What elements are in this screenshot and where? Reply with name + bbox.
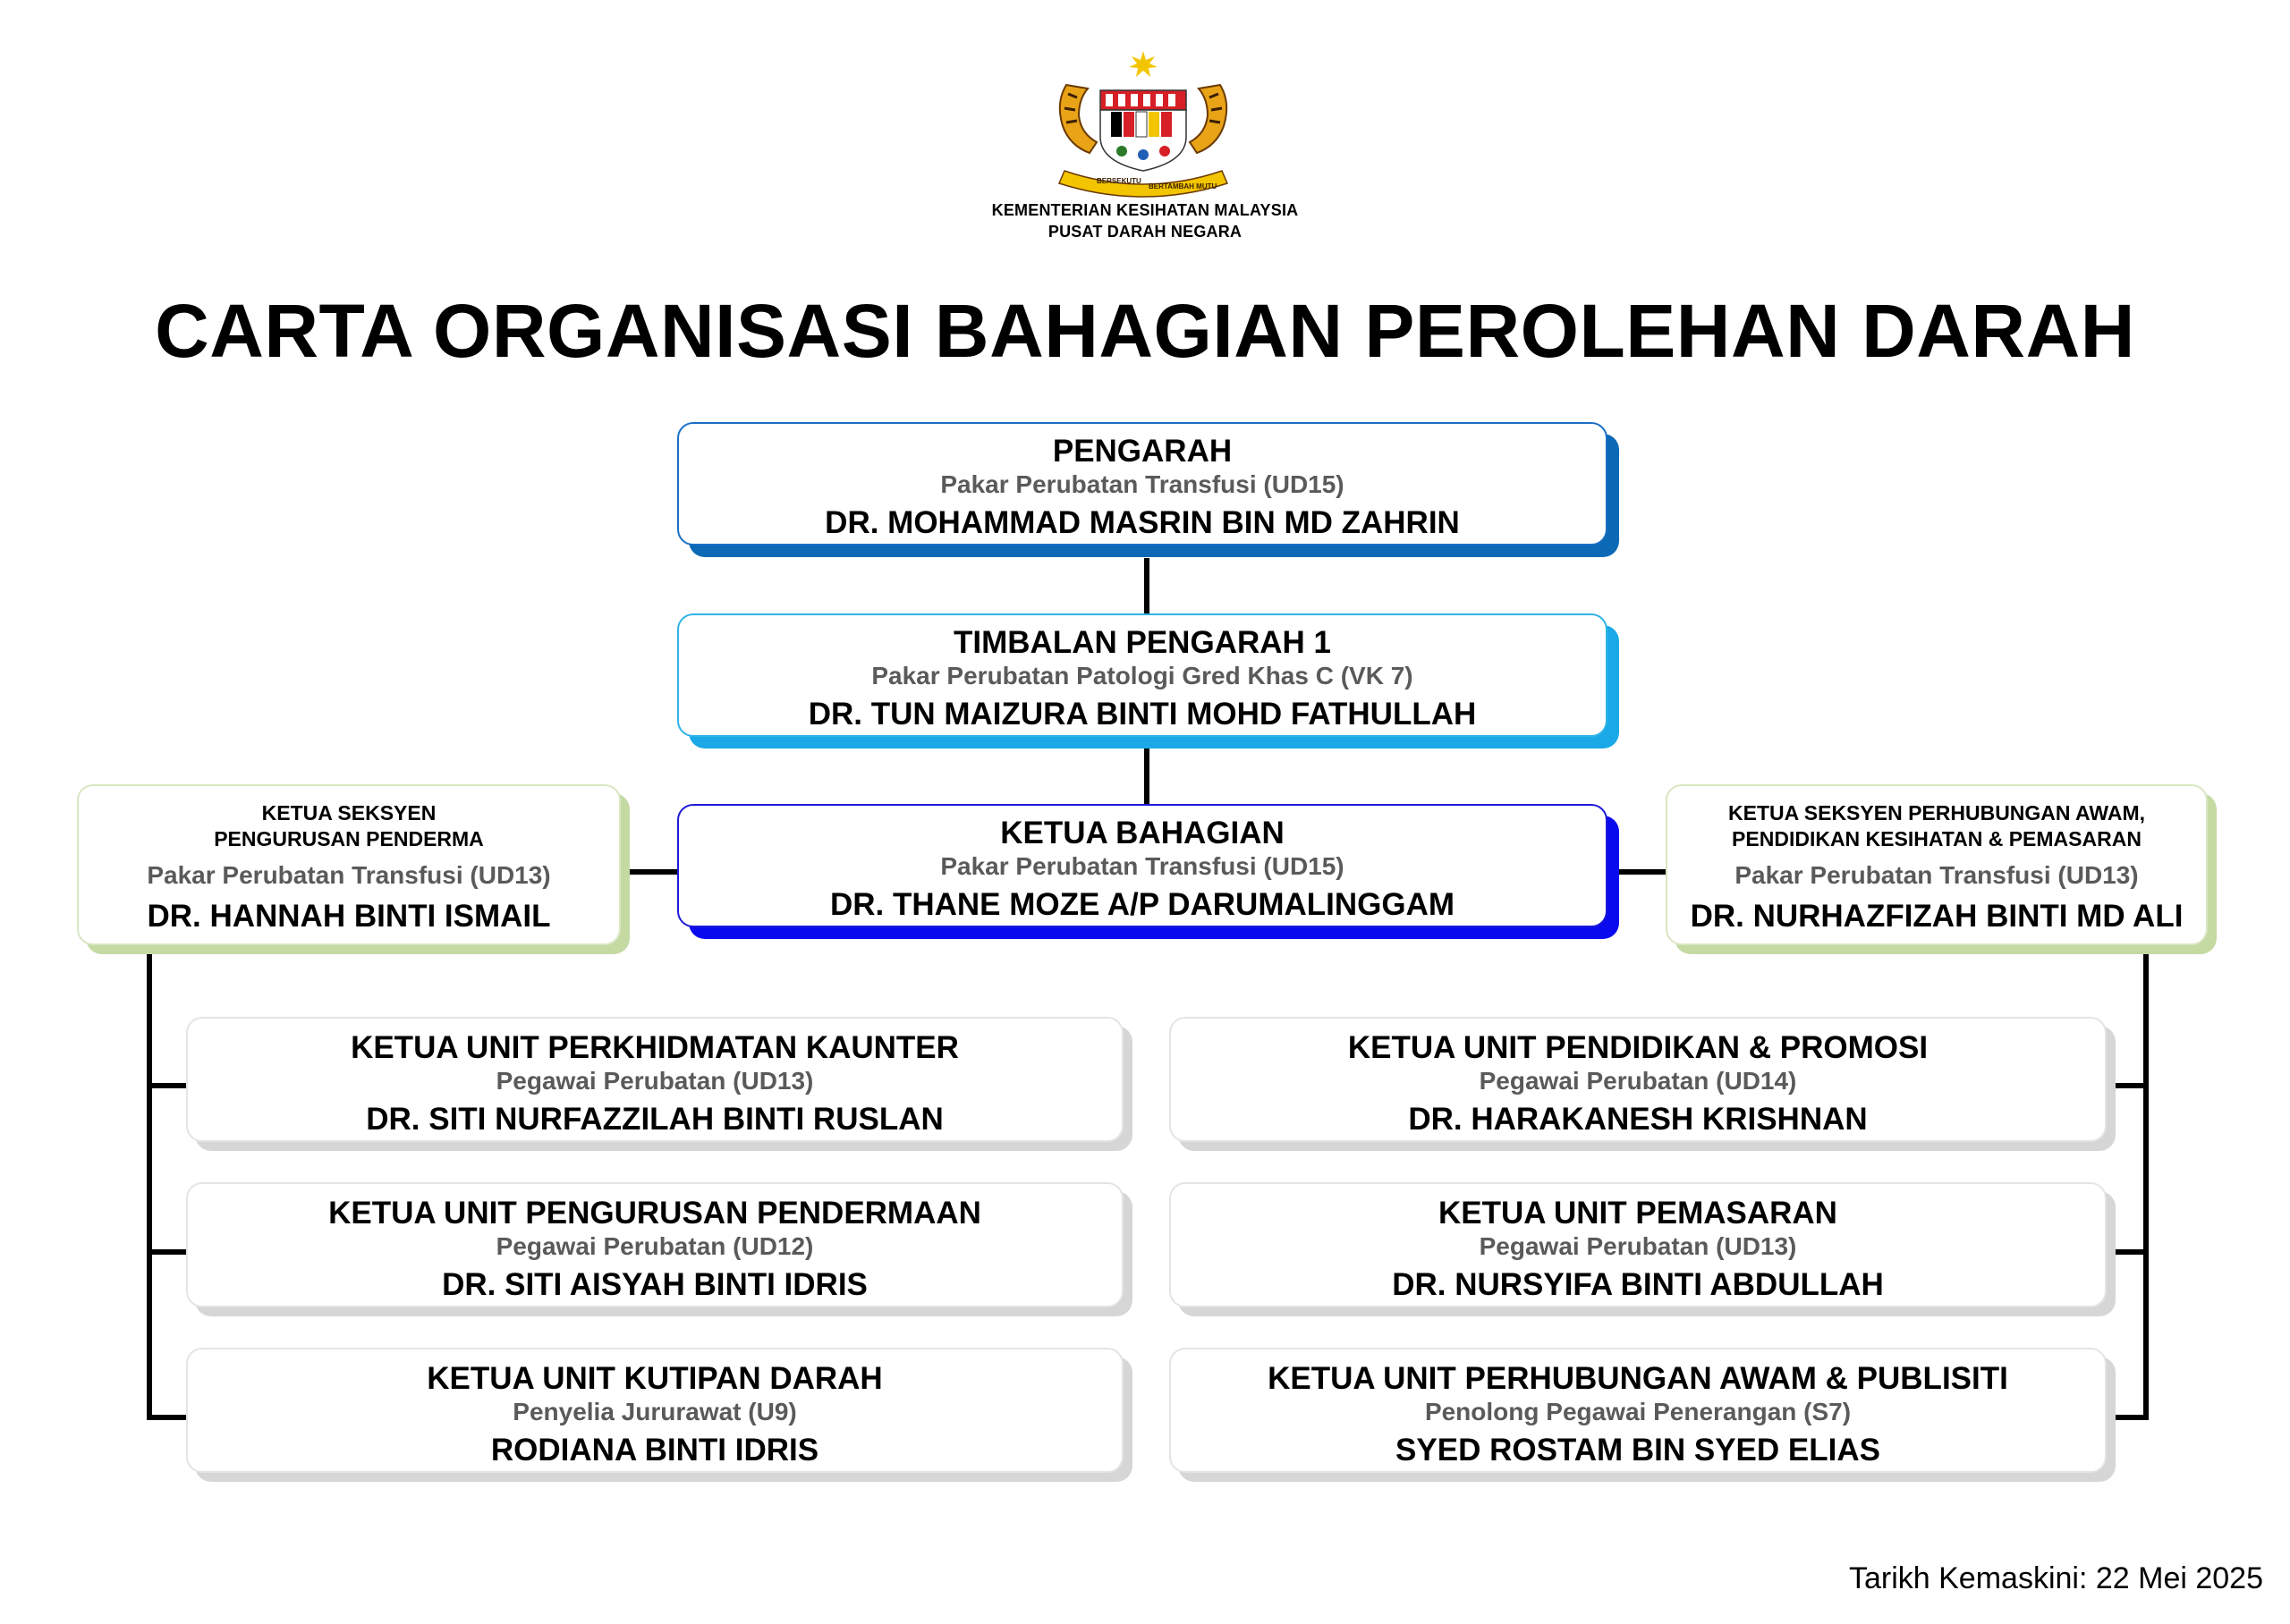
box-unit-kutipan-darah <box>186 1348 1124 1473</box>
box-ketua-bahagian <box>677 804 1607 927</box>
grade-label: Pakar Perubatan Transfusi (UD15) <box>940 470 1344 498</box>
box-timbalan-pengarah <box>677 613 1607 737</box>
role-label-line2: PENGURUSAN PENDERMA <box>214 827 484 850</box>
coat-of-arms-icon <box>1048 49 1238 201</box>
person-name: DR. THANE MOZE A/P DARUMALINGGAM <box>829 887 1455 922</box>
svg-text:BERTAMBAH MUTU: BERTAMBAH MUTU <box>1149 182 1217 190</box>
box-pengarah <box>677 422 1607 546</box>
role-label-line2: PENDIDIKAN KESIHATAN & PEMASARAN <box>1732 827 2142 850</box>
box-seksyen-pengurusan-penderma <box>77 784 621 945</box>
person-name: DR. MOHAMMAD MASRIN BIN MD ZAHRIN <box>825 505 1460 540</box>
person-name: DR. SITI AISYAH BINTI IDRIS <box>442 1267 868 1302</box>
person-name: DR. NURHAZFIZAH BINTI MD ALI <box>1690 899 2184 934</box>
box-seksyen-perhubungan-awam <box>1666 784 2208 945</box>
grade-label: Penolong Pegawai Penerangan (S7) <box>1424 1398 1852 1425</box>
last-updated-date: Tarikh Kemaskini: 22 Mei 2025 <box>1848 1561 2263 1595</box>
role-label-line1: KETUA SEKSYEN PERHUBUNGAN AWAM, <box>1728 801 2145 825</box>
role-label: KETUA UNIT PENDIDIKAN & PROMOSI <box>1347 1030 1929 1065</box>
grade-label: Pakar Perubatan Transfusi (UD13) <box>147 861 551 889</box>
person-name: DR. SITI NURFAZZILAH BINTI RUSLAN <box>366 1102 944 1137</box>
grade-label: Pegawai Perubatan (UD14) <box>1479 1067 1797 1095</box>
box-unit-pengurusan-pendermaan <box>186 1182 1124 1307</box>
role-label: KETUA UNIT PERKHIDMATAN KAUNTER <box>351 1030 959 1065</box>
role-label: KETUA BAHAGIAN <box>1000 816 1285 850</box>
box-unit-pendidikan-promosi <box>1169 1017 2107 1142</box>
grade-label: Penyelia Jururawat (U9) <box>513 1398 797 1425</box>
grade-label: Pakar Perubatan Patologi Gred Khas C (VK 7) <box>871 662 1413 689</box>
role-label: KETUA UNIT PERHUBUNGAN AWAM & PUBLISITI <box>1268 1361 2008 1396</box>
svg-text:BERSEKUTU: BERSEKUTU <box>1097 177 1141 185</box>
role-label: PENGARAH <box>1052 434 1233 469</box>
connector-right-trunk <box>2116 954 2146 1417</box>
grade-label: Pakar Perubatan Transfusi (UD15) <box>940 852 1344 880</box>
role-label-line1: KETUA SEKSYEN <box>261 801 437 825</box>
box-unit-pemasaran <box>1169 1182 2107 1307</box>
person-name: DR. HARAKANESH KRISHNAN <box>1408 1102 1868 1137</box>
grade-label: Pegawai Perubatan (UD13) <box>1479 1232 1797 1260</box>
role-label: KETUA UNIT KUTIPAN DARAH <box>427 1361 883 1396</box>
box-unit-perhubungan-awam-publisiti <box>1169 1348 2107 1473</box>
box-unit-perkhidmatan-kaunter <box>186 1017 1124 1142</box>
page-title: CARTA ORGANISASI BAHAGIAN PEROLEHAN DARAH <box>155 289 2135 373</box>
person-name: RODIANA BINTI IDRIS <box>490 1433 819 1468</box>
ministry-name: KEMENTERIAN KESIHATAN MALAYSIA <box>991 201 1299 219</box>
person-name: DR. HANNAH BINTI ISMAIL <box>147 899 551 934</box>
role-label: TIMBALAN PENGARAH 1 <box>954 625 1331 660</box>
person-name: DR. TUN MAIZURA BINTI MOHD FATHULLAH <box>808 697 1477 732</box>
role-label: KETUA UNIT PEMASARAN <box>1438 1196 1837 1231</box>
connector-left-trunk <box>149 954 186 1417</box>
person-name: SYED ROSTAM BIN SYED ELIAS <box>1395 1433 1880 1468</box>
person-name: DR. NURSYIFA BINTI ABDULLAH <box>1392 1267 1884 1302</box>
role-label: KETUA UNIT PENGURUSAN PENDERMAAN <box>328 1196 981 1231</box>
grade-label: Pegawai Perubatan (UD12) <box>496 1232 814 1260</box>
grade-label: Pegawai Perubatan (UD13) <box>496 1067 814 1095</box>
center-name: PUSAT DARAH NEGARA <box>1047 223 1243 241</box>
grade-label: Pakar Perubatan Transfusi (UD13) <box>1734 861 2139 889</box>
